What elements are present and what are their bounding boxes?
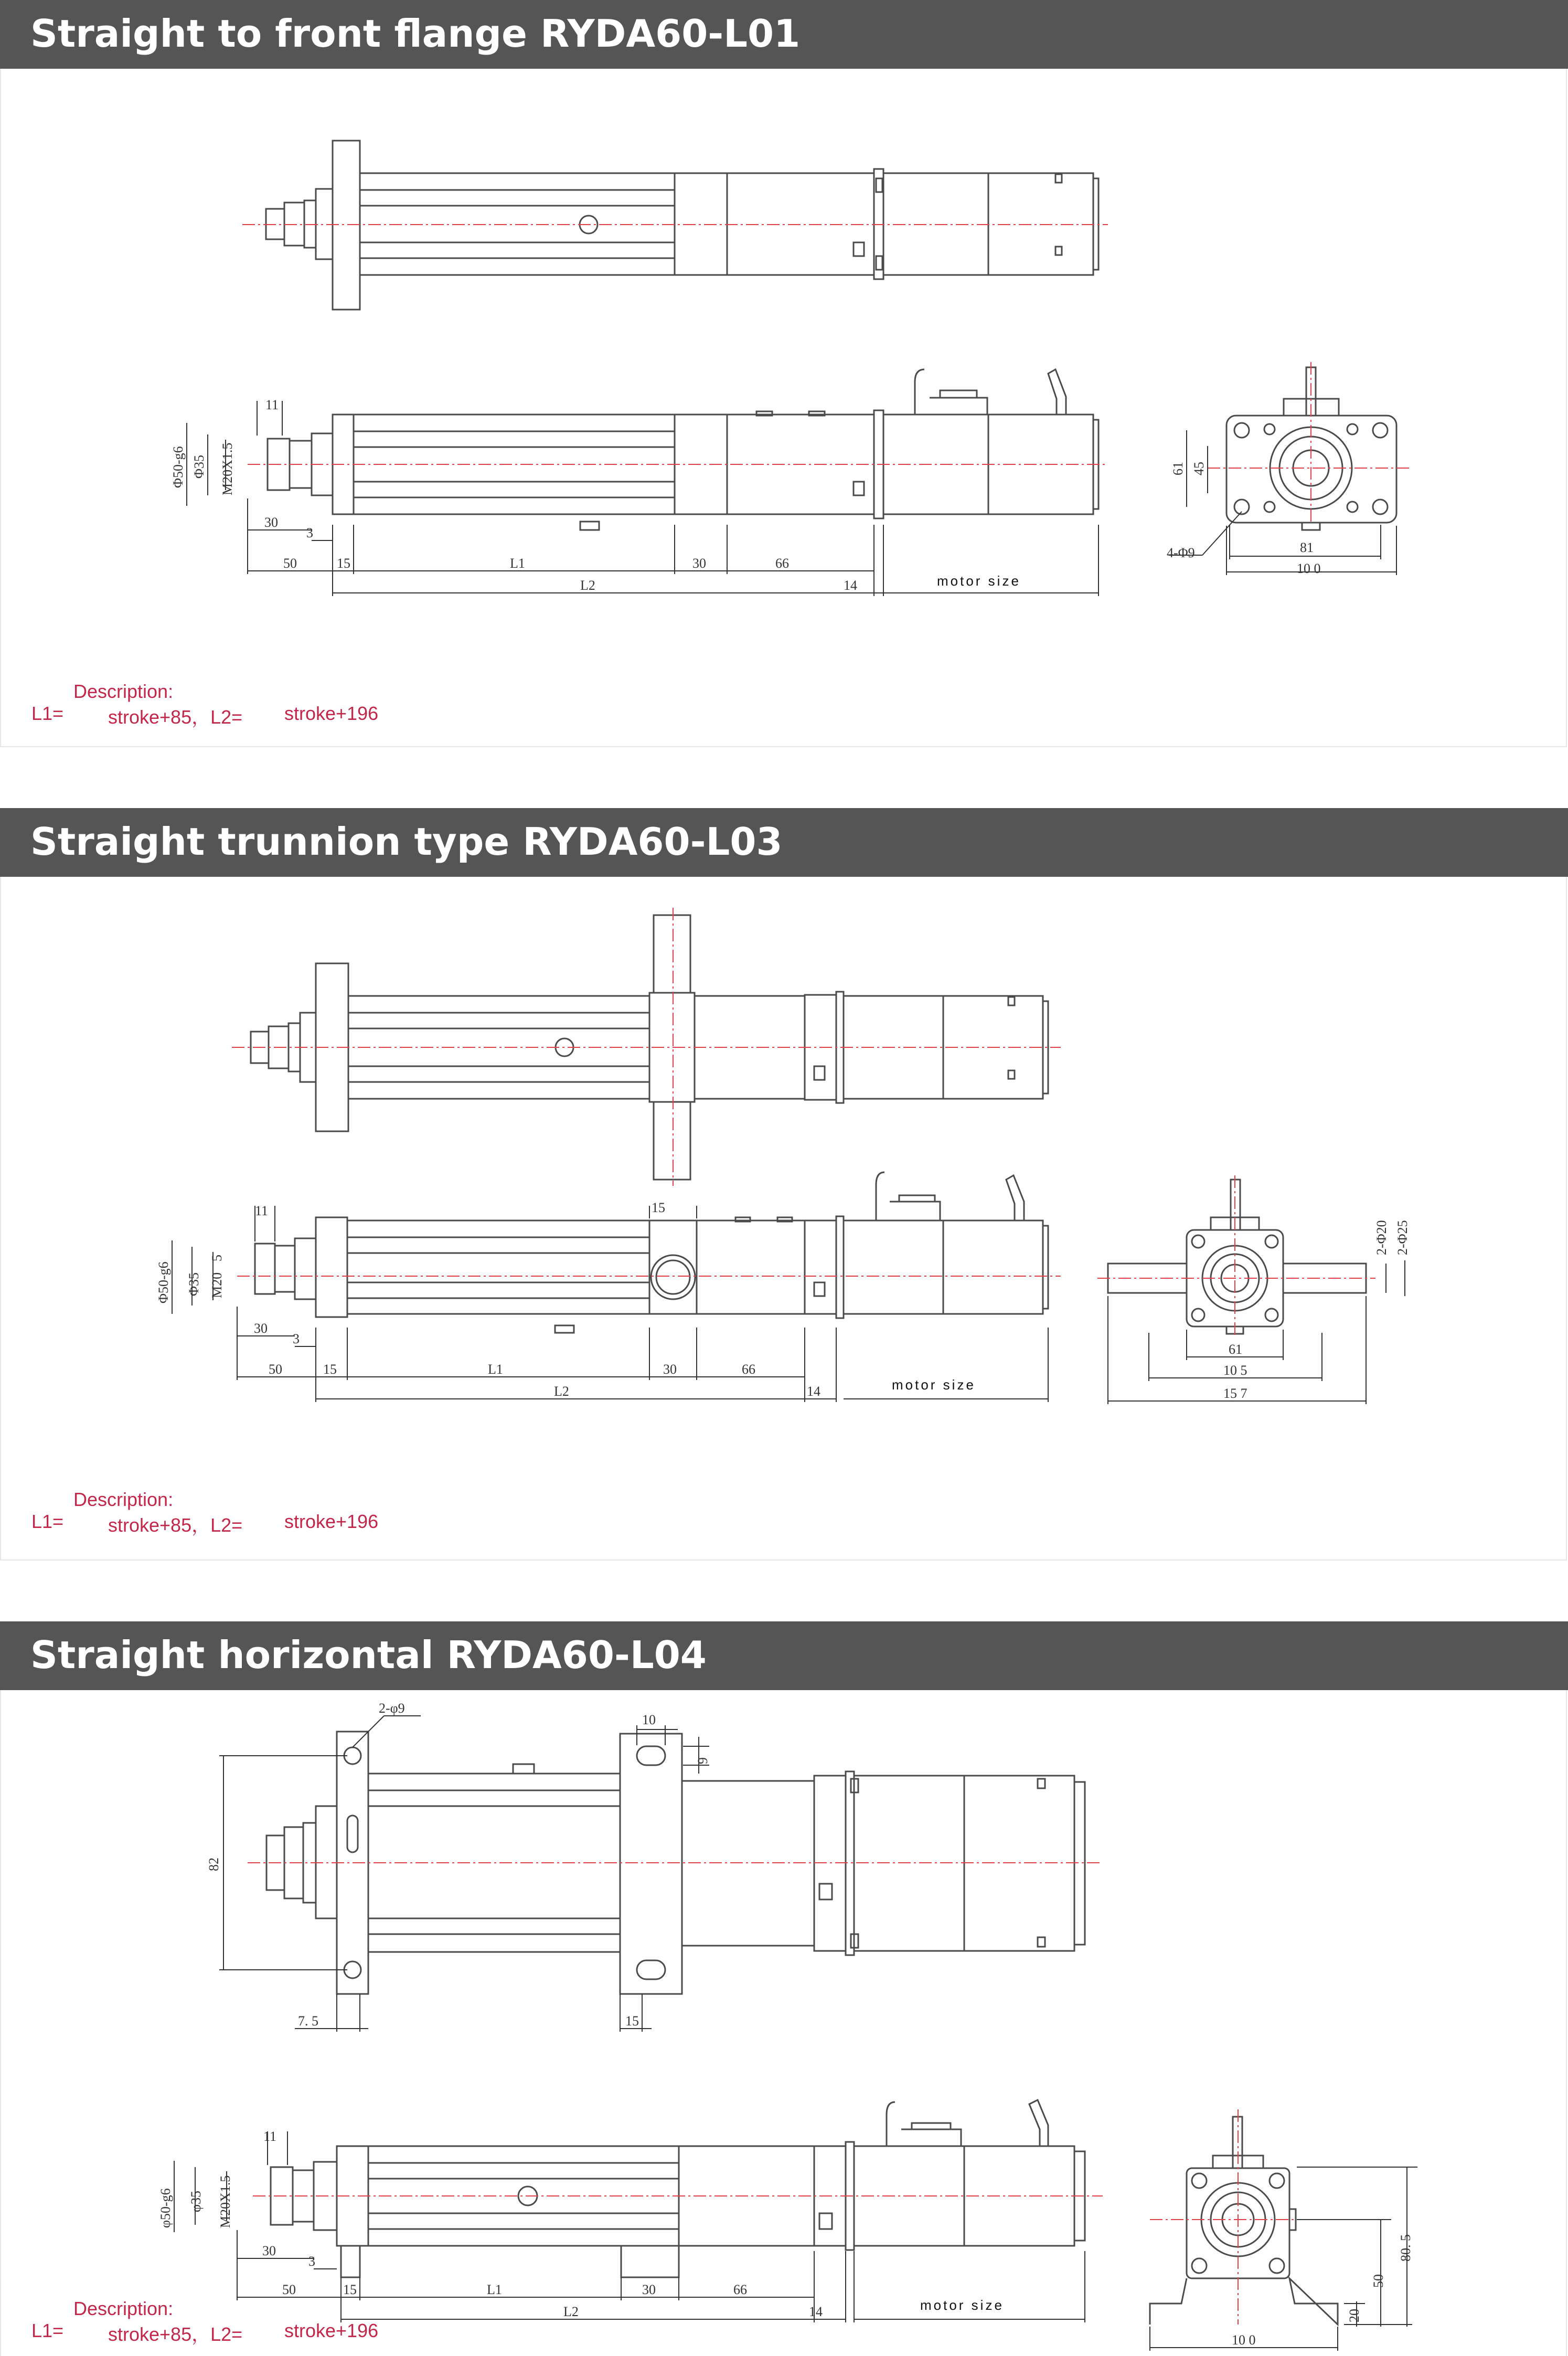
motor-size-label: motor size xyxy=(892,1377,976,1393)
dim-11: 11 xyxy=(263,2129,277,2144)
description-l2-value: stroke+196 xyxy=(284,1511,379,1532)
dim-l2: L2 xyxy=(580,578,595,593)
section-body xyxy=(0,69,1567,747)
dim-30b: 30 xyxy=(663,1362,677,1377)
description-l1-value: stroke+85，L2= xyxy=(108,2323,243,2345)
description-l1-label: L1= xyxy=(31,1511,64,1532)
dim-phi20: 2-Φ20 xyxy=(1374,1220,1389,1255)
dim-7-5: 7. 5 xyxy=(298,2013,318,2029)
description-l1-value: stroke+85，L2= xyxy=(108,706,243,728)
section-header xyxy=(0,1621,1568,1690)
dim-30: 30 xyxy=(254,1321,268,1336)
dim-5: 5 xyxy=(209,1255,225,1261)
dim-157: 15 7 xyxy=(1223,1386,1247,1401)
dim-l1: L1 xyxy=(487,2282,502,2297)
dim-82: 82 xyxy=(206,1858,221,1871)
dim-105: 10 5 xyxy=(1223,1363,1247,1378)
dim-l1: L1 xyxy=(510,556,525,571)
dim-61: 61 xyxy=(1229,1342,1242,1357)
dim-9: 9 xyxy=(695,1757,710,1764)
dim-50: 50 xyxy=(282,2282,296,2297)
section-front-flange xyxy=(0,0,1568,747)
dim-phi35: φ35 xyxy=(188,2190,204,2212)
technical-drawing-l03 xyxy=(1,877,1568,1485)
dim-14: 14 xyxy=(809,2304,823,2319)
dim-phi50: φ50-g6 xyxy=(158,2188,173,2228)
dim-66: 66 xyxy=(733,2282,747,2297)
dim-10: 10 xyxy=(642,1712,656,1727)
section-trunnion xyxy=(0,808,1568,1561)
dim-11: 11 xyxy=(265,397,279,412)
description-l2-value: stroke+196 xyxy=(284,2320,379,2341)
dim-l2: L2 xyxy=(563,2304,579,2319)
description-l1-value: stroke+85，L2= xyxy=(108,1514,243,1536)
technical-drawing-l01 xyxy=(1,69,1568,672)
dim-phi50: Φ50-g6 xyxy=(170,446,186,488)
section-title: Straight to front flange RYDA60-L01 xyxy=(30,12,801,56)
dim-15: 15 xyxy=(337,556,350,571)
dim-66: 66 xyxy=(775,556,789,571)
dim-phi25: 2-Φ25 xyxy=(1395,1220,1410,1255)
dim-11: 11 xyxy=(255,1203,269,1218)
section-header xyxy=(0,808,1568,877)
dim-phi35: Φ35 xyxy=(191,454,207,479)
dim-m20: M20X1.5 xyxy=(220,442,235,495)
dim-30: 30 xyxy=(264,515,278,530)
dim-80-5: 80. 5 xyxy=(1398,2234,1413,2262)
dim-holes: 4-Φ9 xyxy=(1167,545,1195,560)
dim-l2: L2 xyxy=(554,1384,569,1399)
dim-30: 30 xyxy=(262,2243,276,2258)
dim-phi35: Φ35 xyxy=(186,1272,201,1296)
dim-l1: L1 xyxy=(488,1362,503,1377)
dim-100: 10 0 xyxy=(1297,561,1321,576)
dim-14: 14 xyxy=(844,578,857,593)
dim-100: 10 0 xyxy=(1232,2332,1256,2348)
dim-3: 3 xyxy=(308,2254,315,2269)
section-title: Straight horizontal RYDA60-L04 xyxy=(30,1633,707,1677)
section-horizontal xyxy=(0,1621,1568,2356)
dim-50: 50 xyxy=(283,556,297,571)
dim-61: 61 xyxy=(1170,462,1186,475)
dim-15-top: 15 xyxy=(625,2013,639,2029)
dim-66: 66 xyxy=(742,1362,755,1377)
section-header xyxy=(0,0,1568,69)
description-l1-label: L1= xyxy=(31,2320,64,2341)
dim-m20: M20X1.5 xyxy=(218,2175,233,2228)
section-body xyxy=(0,1690,1567,2356)
dim-15-top: 15 xyxy=(652,1200,665,1215)
dim-30b: 30 xyxy=(692,556,706,571)
dim-50: 50 xyxy=(269,1362,282,1377)
dim-3: 3 xyxy=(293,1331,300,1346)
dim-15: 15 xyxy=(343,2282,357,2297)
dim-50-vertical: 50 xyxy=(1371,2274,1386,2288)
section-body xyxy=(0,877,1567,1561)
motor-size-label: motor size xyxy=(920,2297,1004,2313)
dim-2phi9: 2-φ9 xyxy=(379,1701,405,1716)
description-l2-value: stroke+196 xyxy=(284,703,379,724)
dim-45: 45 xyxy=(1191,462,1207,475)
description-label: Description: xyxy=(73,2298,174,2319)
dim-3: 3 xyxy=(306,525,313,540)
description-label: Description: xyxy=(73,681,174,702)
dim-15: 15 xyxy=(323,1362,337,1377)
section-title: Straight trunnion type RYDA60-L03 xyxy=(30,820,783,864)
description-label: Description: xyxy=(73,1489,174,1510)
dim-30b: 30 xyxy=(642,2282,656,2297)
dim-phi50: Φ50-g6 xyxy=(156,1261,171,1303)
dim-20: 20 xyxy=(1347,2309,1362,2322)
motor-size-label: motor size xyxy=(937,573,1021,589)
dim-m20: M20 xyxy=(209,1272,225,1298)
description-l1-label: L1= xyxy=(31,703,64,724)
dim-81: 81 xyxy=(1300,540,1314,555)
dim-14: 14 xyxy=(807,1384,820,1399)
